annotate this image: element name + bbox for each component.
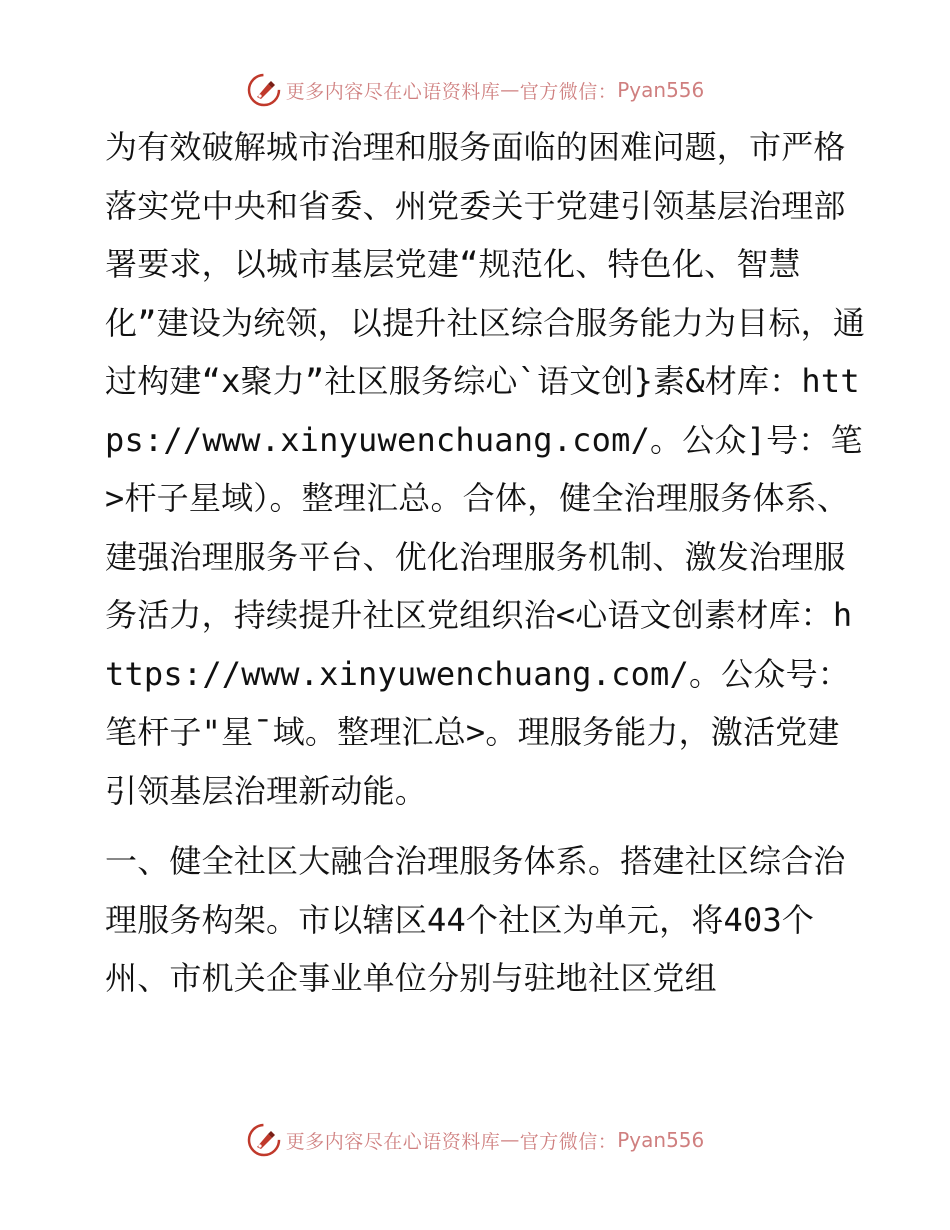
watermark-wechat-id: Pyan556 bbox=[617, 1128, 705, 1152]
paragraph-intro: 为有效破解城市治理和服务面临的困难问题，市严格落实党中央和省委、州党委关于党建引领基层治理部署要求，以城市基层党建“规范化、特色化、智慧化”建设为统领，以提升社区综合服务能力为目标，通过构建“x聚力”社区服务综心`语文创}素&材库：https://www.xinyuwenchuang.com/。公众]号：笔>杆子星域）。整理汇总。合体，健全治理服务体系、建强治理服务平台、优化治理服务机制、激发治理服务活力，持续提升社区党组织治<心语文创素材库：https://www.xinyuwenchuang.com/。公众号：笔杆子"星¯域。整理汇总>。理服务能力，激活党建引领基层治理新动能。 bbox=[105, 128, 866, 810]
pen-nib-logo-icon bbox=[246, 1122, 282, 1158]
paragraph-section-one: 一、健全社区大融合治理服务体系。搭建社区综合治理服务构架。市以辖区44个社区为单元，将403个州、市机关企事业单位分别与驻地社区党组 bbox=[105, 842, 846, 997]
watermark-wechat-label: 官方微信： bbox=[519, 80, 618, 103]
watermark-text: 更多内容尽在心语资料库 bbox=[285, 80, 501, 103]
watermark-wechat-label: 官方微信： bbox=[519, 1130, 618, 1153]
watermark-separator: — bbox=[500, 79, 520, 101]
watermark-text: 更多内容尽在心语资料库 bbox=[285, 1130, 501, 1153]
watermark-wechat-id: Pyan556 bbox=[617, 78, 705, 102]
document-body bbox=[97, 118, 867, 1008]
header-watermark bbox=[0, 70, 950, 110]
pen-nib-logo-icon bbox=[246, 72, 282, 108]
watermark-separator: — bbox=[500, 1129, 520, 1151]
footer-watermark bbox=[0, 1120, 950, 1160]
